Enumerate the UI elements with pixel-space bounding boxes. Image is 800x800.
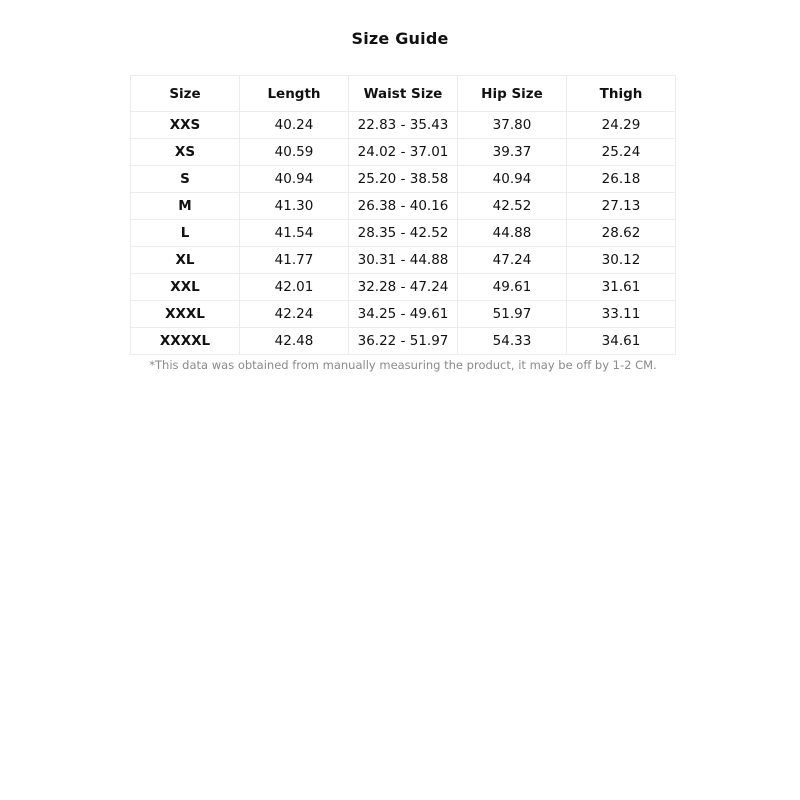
length-cell: 41.77 [240, 247, 349, 274]
length-cell: 40.94 [240, 166, 349, 193]
thigh-cell: 34.61 [567, 328, 676, 355]
table-header-row [131, 76, 676, 112]
waist-cell: 28.35 - 42.52 [349, 220, 458, 247]
hip-cell: 49.61 [458, 274, 567, 301]
table-row [131, 247, 676, 274]
column-header-hip-size: Hip Size [458, 76, 567, 112]
column-header-length: Length [240, 76, 349, 112]
hip-cell: 44.88 [458, 220, 567, 247]
thigh-cell: 30.12 [567, 247, 676, 274]
table-row [131, 301, 676, 328]
waist-cell: 36.22 - 51.97 [349, 328, 458, 355]
waist-cell: 34.25 - 49.61 [349, 301, 458, 328]
length-cell: 41.30 [240, 193, 349, 220]
table-row [131, 220, 676, 247]
table-row [131, 112, 676, 139]
length-cell: 41.54 [240, 220, 349, 247]
size-cell: L [131, 220, 240, 247]
table-row [131, 328, 676, 355]
waist-cell: 24.02 - 37.01 [349, 139, 458, 166]
thigh-cell: 33.11 [567, 301, 676, 328]
hip-cell: 37.80 [458, 112, 567, 139]
hip-cell: 54.33 [458, 328, 567, 355]
page-title: Size Guide [351, 29, 449, 48]
measurement-disclaimer: *This data was obtained from manually measuring the product, it may be off by 1-2 CM. [149, 358, 657, 372]
waist-cell: 30.31 - 44.88 [349, 247, 458, 274]
length-cell: 42.24 [240, 301, 349, 328]
hip-cell: 40.94 [458, 166, 567, 193]
column-header-thigh: Thigh [567, 76, 676, 112]
thigh-cell: 26.18 [567, 166, 676, 193]
thigh-cell: 31.61 [567, 274, 676, 301]
size-cell: XXS [131, 112, 240, 139]
size-cell: S [131, 166, 240, 193]
table-row [131, 193, 676, 220]
thigh-cell: 25.24 [567, 139, 676, 166]
size-cell: M [131, 193, 240, 220]
waist-cell: 25.20 - 38.58 [349, 166, 458, 193]
hip-cell: 47.24 [458, 247, 567, 274]
size-cell: XXXL [131, 301, 240, 328]
size-cell: XL [131, 247, 240, 274]
length-cell: 40.24 [240, 112, 349, 139]
size-cell: XXXXL [131, 328, 240, 355]
waist-cell: 26.38 - 40.16 [349, 193, 458, 220]
waist-cell: 32.28 - 47.24 [349, 274, 458, 301]
hip-cell: 39.37 [458, 139, 567, 166]
table-row [131, 139, 676, 166]
thigh-cell: 27.13 [567, 193, 676, 220]
column-header-waist-size: Waist Size [349, 76, 458, 112]
size-guide-table [130, 75, 676, 355]
length-cell: 42.01 [240, 274, 349, 301]
thigh-cell: 24.29 [567, 112, 676, 139]
thigh-cell: 28.62 [567, 220, 676, 247]
size-cell: XXL [131, 274, 240, 301]
waist-cell: 22.83 - 35.43 [349, 112, 458, 139]
hip-cell: 51.97 [458, 301, 567, 328]
length-cell: 42.48 [240, 328, 349, 355]
length-cell: 40.59 [240, 139, 349, 166]
table-row [131, 166, 676, 193]
table-row [131, 274, 676, 301]
hip-cell: 42.52 [458, 193, 567, 220]
size-cell: XS [131, 139, 240, 166]
column-header-size: Size [131, 76, 240, 112]
